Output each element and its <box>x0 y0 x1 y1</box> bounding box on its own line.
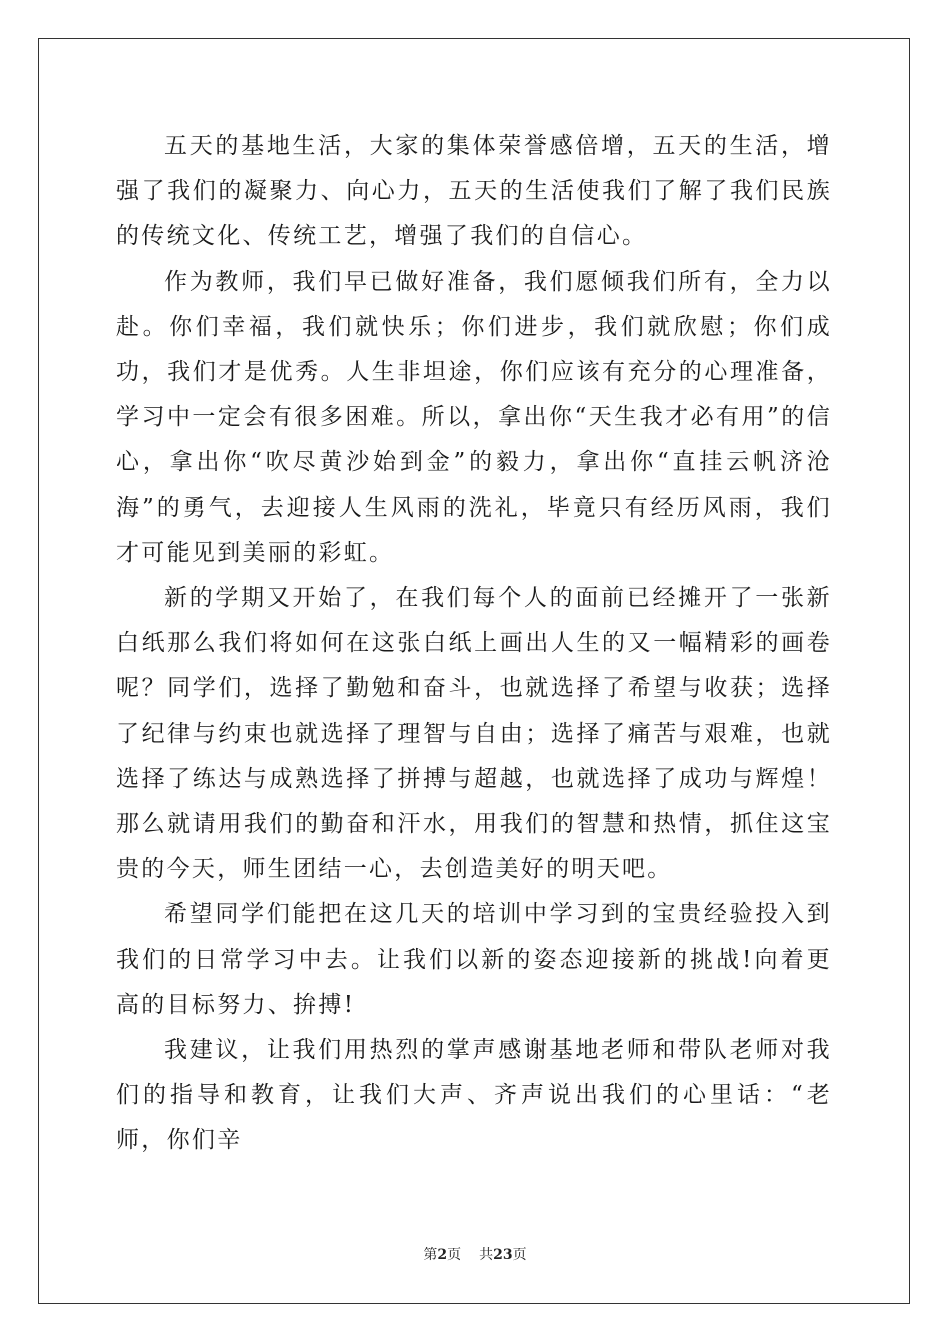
paragraph-2: 作为教师，我们早已做好准备，我们愿倾我们所有，全力以赴。你们幸福，我们就快乐；你们进步，我们就欣慰；你们成功，我们才是优秀。人生非坦途，你们应该有充分的心理准备，学习中一定会有很多困难。所以，拿出你“天生我才必有用”的信心，拿出你“吹尽黄沙始到金”的毅力，拿出你“直挂云帆济沧海”的勇气，去迎接人生风雨的洗礼，毕竟只有经历风雨，我们才可能见到美丽的彩虹。 <box>116 268 832 566</box>
page-suffix: 页 <box>447 1247 462 1263</box>
total-prefix: 共 <box>479 1247 494 1263</box>
page-prefix: 第 <box>423 1247 438 1263</box>
paragraph-3: 新的学期又开始了，在我们每个人的面前已经摊开了一张新白纸那么我们将如何在这张白纸上画出人生的又一幅精彩的画卷呢？同学们，选择了勤勉和奋斗，也就选择了希望与收获；选择了纪律与约束也就选择了理智与自由；选择了痛苦与艰难，也就选择了练达与成熟选择了拼搏与超越，也就选择了成功与辉煌！那么就请用我们的勤奋和汗水，用我们的智慧和热情，抓住这宝贵的今天，师生团结一心，去创造美好的明天吧。 <box>116 585 832 883</box>
total-suffix: 页 <box>512 1247 527 1263</box>
document-body <box>116 124 832 1164</box>
paragraph-1: 五天的基地生活，大家的集体荣誉感倍增，五天的生活，增强了我们的凝聚力、向心力，五天的生活使我们了解了我们民族的传统文化、传统工艺，增强了我们的自信心。 <box>116 133 832 250</box>
page-footer <box>0 1244 950 1264</box>
paragraph-4: 希望同学们能把在这几天的培训中学习到的宝贵经验投入到我们的日常学习中去。让我们以新的姿态迎接新的挑战!向着更高的目标努力、拚搏! <box>116 901 832 1018</box>
paragraph-5: 我建议，让我们用热烈的掌声感谢基地老师和带队老师对我们的指导和教育，让我们大声、齐声说出我们的心里话：“老师，你们辛 <box>116 1037 832 1154</box>
page-number: 2 <box>437 1247 448 1263</box>
total-pages: 23 <box>493 1247 513 1263</box>
